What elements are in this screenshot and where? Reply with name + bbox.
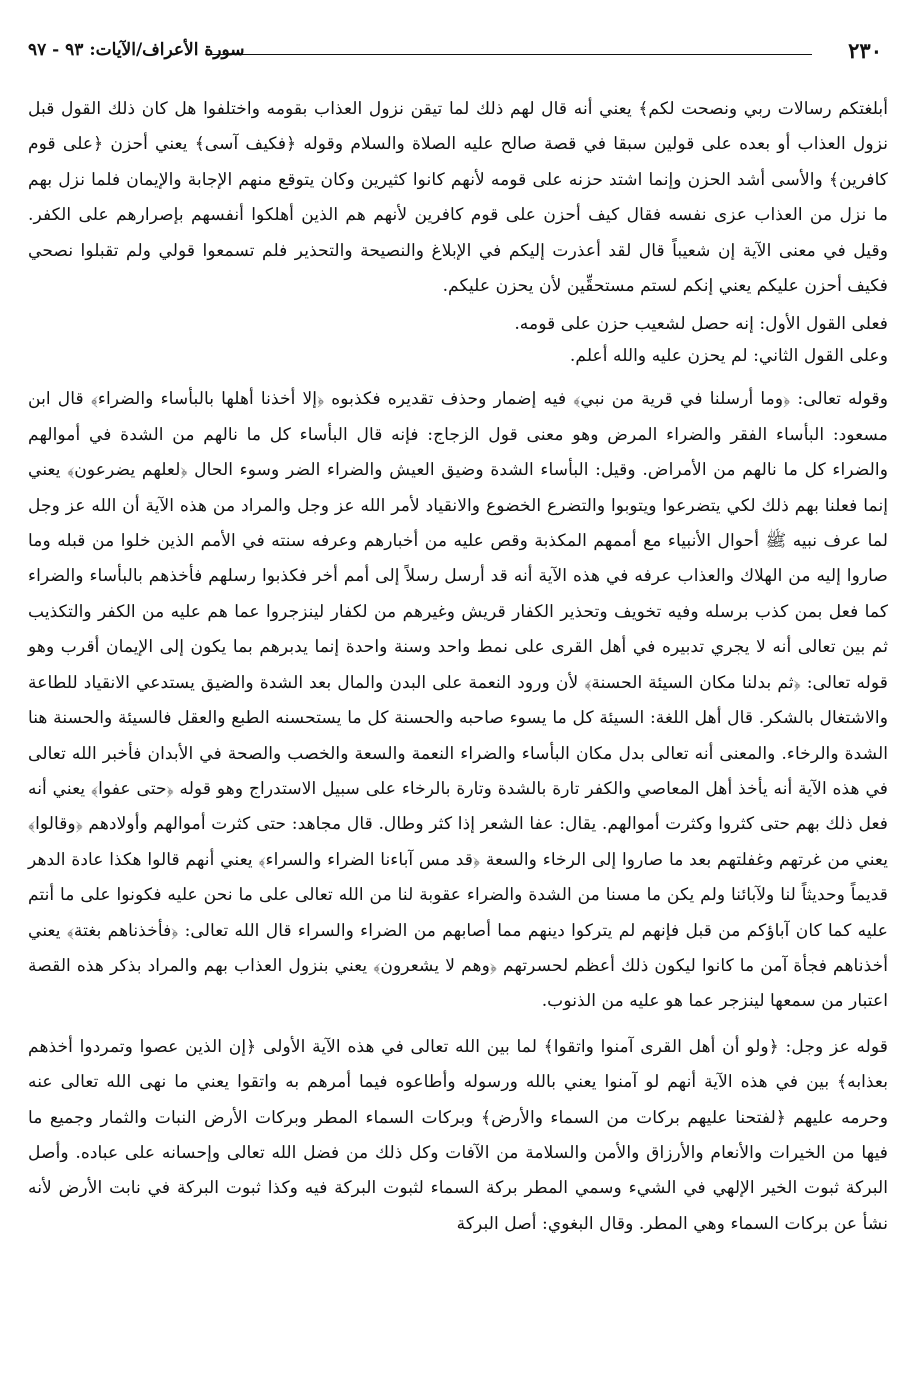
- paragraph-first-opinion: فعلى القول الأول: إنه حصل لشعيب حزن على قومه.: [514, 314, 888, 335]
- running-title: سورة الأعراف/الآيات: ٩٣ - ٩٧: [28, 40, 245, 60]
- book-page: [28, 38, 888, 1358]
- paragraph-second-opinion: وعلى القول الثاني: لم يحزن عليه والله أعلم.: [569, 346, 888, 367]
- paragraph-shuayb-grief: أبلغتكم رسالات ربي ونصحت لكم﴾ يعني أنه قال لهم ذلك لما تيقن نزول العذاب بقومه واختلفوا هل كان ذلك القول قبل نزول العذاب أو بعده على قولين سبقا في قصة صالح عليه الصلاة والسلام وقوله ﴿فكيف آسى﴾ يعني أحزن ﴿على قوم كافرين﴾ والأسى أشد الحزن وإنما اشتد حزنه على قومه لأنهم كانوا كثيرين وكان يتوقع منهم الإجابة والإيمان فلما نزل بهم ما نزل من العذاب عزى نفسه فقال كيف أحزن على قوم كافرين لأنهم هم الذين أهلكوا أنفسهم بإصرارهم على الكفر. وقيل في معنى الآية إن شعيباً قال لقد أعذرت إليكم في الإبلاغ والنصيحة والتحذير فلم تسمعوا قولي ولم تقبلوا نصحي فكيف أحزن عليكم يعني إنكم لستم مستحقِّين لأن يحزن عليكم.: [28, 99, 888, 297]
- page-number: ٢٣٠: [848, 38, 882, 63]
- page-header: [28, 38, 888, 68]
- paragraph-blessings-of-heaven-and-earth: قوله عز وجل: ﴿ولو أن أهل القرى آمنوا واتقوا﴾ لما بين الله تعالى في هذه الآية الأولى ﴿إن الذين عصوا وتمردوا أخذهم بعذابه﴾ بين في هذه الآية أنهم لو آمنوا يعني بالله ورسوله وأطاعوه فيما أمرهم به واتقوا يعني ما نهى الله تعالى عنه وحرمه عليهم ﴿لفتحنا عليهم بركات من السماء والأرض﴾ وبركات السماء المطر وبركات الأرض النبات والثمار وجميع ما فيها من الخيرات والأنعام والأرزاق والأمن والسلامة من الآفات وكل ذلك من فضل الله تعالى وإحسانه على عباده. وأصل البركة ثبوت الخير الإلهي في الشيء وسمي المطر بركة السماء لثبوت البركة فيه وكذا ثبوت البركة في نابت الأرض لأنه نشأ عن بركات السماء وهي المطر. وقال البغوي: أصل البركة: [28, 1036, 889, 1234]
- header-rule: [210, 54, 812, 55]
- paragraph-adversity-and-prosperity: وقوله تعالى: ﴿وما أرسلنا في قرية من نبي﴾ فيه إضمار وحذف تقديره فكذبوه ﴿إلا أخذنا أهلها بالبأساء والضراء﴾ قال ابن مسعود: البأساء الفقر والضراء المرض وهو معنى قول الزجاج: فإنه قال البأساء كل ما نالهم من الشدة في أموالهم والضراء كل ما نالهم من الأمراض. وقيل: البأساء الشدة وضيق العيش والضراء الضر وسوء الحال ﴿لعلهم يضرعون﴾ يعني إنما فعلنا بهم ذلك لكي يتضرعوا ويتوبوا والتضرع الخضوع والانقياد لأمر الله عز وجل والمراد من هذه الآية أن الله عز وجل لما عرف نبيه ﷺ أحوال الأنبياء مع أممهم المكذبة وقص عليه من أخبارهم وعرفه سنته في الأمم الذين خلوا من قبله وما صاروا إليه من الهلاك والعذاب عرفه في هذه الآية أنه قد أرسل رسلاً إلى أمم أخر فكذبوا رسلهم فأخذهم بالبأساء والضراء كما فعل بمن كذب برسله وفيه تخويف وتحذير الكفار قريش وغيرهم من لكفار لينزجروا عما هم عليه من الكفر والتكذيب ثم بين تعالى أنه لا يجري تدبيره في أهل القرى على نمط واحد وسنة واحدة إنما يدبرهم بما يكون إلى الإيمان أقرب وهو قوله تعالى: ﴿ثم بدلنا مكان السيئة الحسنة﴾ لأن ورود النعمة على البدن والمال بعد الشدة والضيق يستدعي الانقياد للطاعة والاشتغال بالشكر. قال أهل اللغة: السيئة كل ما يسوء صاحبه والحسنة كل ما يستحسنه الطبع والعقل فالسيئة والحسنة هنا الشدة والرخاء. والمعنى أنه تعالى بدل مكان البأساء والضراء النعمة والسعة والخصب والصحة في الأبدان فأخبر الله تعالى في هذه الآية أنه يأخذ أهل المعاصي والكفر تارة بالشدة وتارة بالرخاء على سبيل الاستدراج وهو قوله ﴿حتى عفوا﴾ يعني أنه فعل ذلك بهم حتى كثروا وكثرت أموالهم. يقال: عفا الشعر إذا كثر وطال. قال مجاهد: حتى كثرت أموالهم وأولادهم ﴿وقالوا﴾ يعني من غرتهم وغفلتهم بعد ما صاروا إلى الرخاء والسعة ﴿قد مس آباءنا الضراء والسراء﴾ يعني أنهم قالوا هكذا عادة الدهر قديماً وحديثاً لنا ولآبائنا ولم يكن ما مسنا من الشدة والضراء عقوبة لنا من الله تعالى على ما نحن عليه فكونوا على ما أنتم عليه كما كان آباؤكم من قبل فإنهم لم يتركوا دينهم مما أصابهم من الضراء والسراء قال الله تعالى: ﴿فأخذناهم بغتة﴾ يعني أخذناهم فجأة آمن ما كانوا ليكون ذلك أعظم لحسرتهم ﴿وهم لا يشعرون﴾ يعني بنزول العذاب بهم والمراد بذكر هذه القصة اعتبار من سمعها لينزجر عما هو عليه من الذنوب.: [28, 389, 888, 1012]
